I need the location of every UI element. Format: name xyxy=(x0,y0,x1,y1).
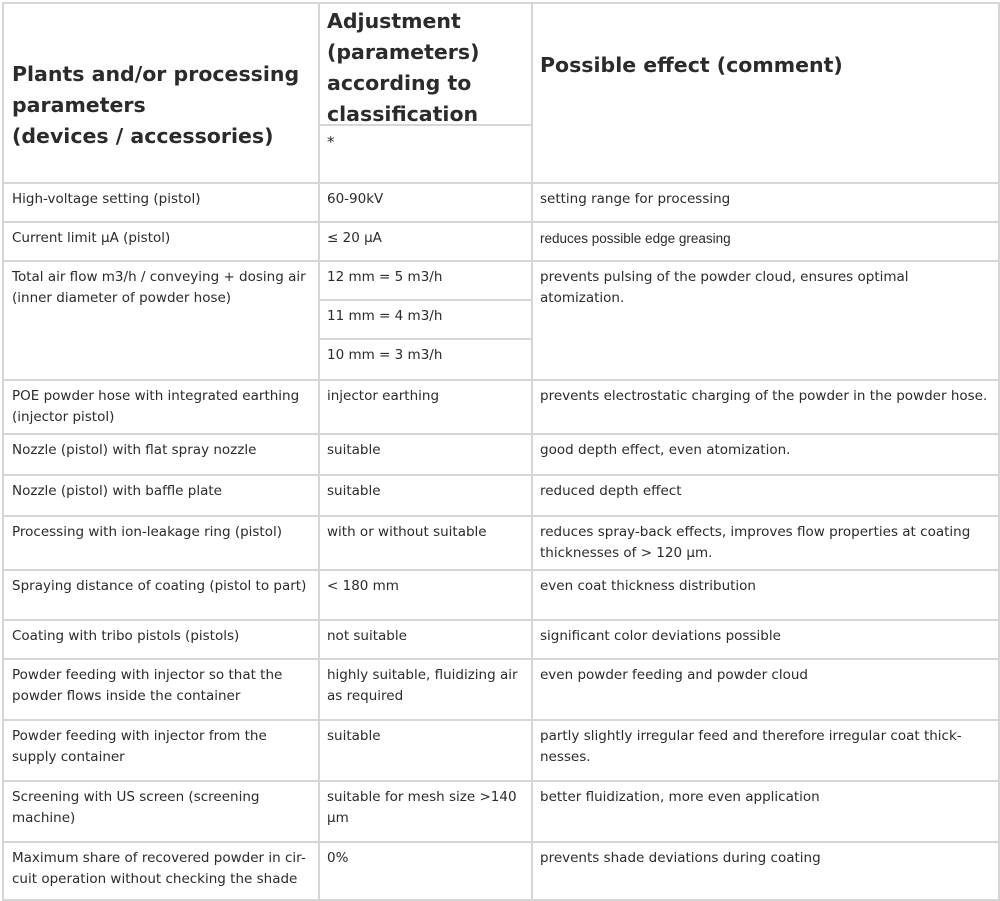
param-cell: High-voltage setting (pistol) xyxy=(3,183,319,222)
table-row xyxy=(3,380,999,434)
effect-cell: prevents shade deviations during coating xyxy=(532,842,999,900)
table-row xyxy=(3,720,999,781)
effect-cell: prevents electrostatic charging of the powder in the powder hose. xyxy=(532,380,999,434)
table-row xyxy=(3,434,999,475)
parameters-table xyxy=(2,2,1000,901)
table-row xyxy=(3,222,999,261)
adjustment-cell-split xyxy=(319,261,532,380)
adjustment-subcell: 12 mm = 5 m3/h xyxy=(320,262,531,301)
adjustment-cell: with or without suitable xyxy=(319,516,532,570)
param-cell: Maximum share of recovered powder in cir-cuit operation without checking the shade xyxy=(3,842,319,900)
effect-cell: reduces spray-back effects, improves flow properties at coating thicknesses of > 120 µm. xyxy=(532,516,999,570)
table-row xyxy=(3,620,999,659)
table-row xyxy=(3,261,999,380)
table-row xyxy=(3,516,999,570)
param-cell: Spraying distance of coating (pistol to part) xyxy=(3,570,319,620)
adjustment-cell: not suitable xyxy=(319,620,532,659)
param-cell: Total air flow m3/h / conveying + dosing air (inner diameter of powder hose) xyxy=(3,261,319,380)
adjustment-cell: 60-90kV xyxy=(319,183,532,222)
table-row xyxy=(3,183,999,222)
adjustment-cell: ≤ 20 µA xyxy=(319,222,532,261)
adjustment-cell: < 180 mm xyxy=(319,570,532,620)
header-col2-line: according to xyxy=(327,71,472,95)
effect-cell: reduced depth effect xyxy=(532,475,999,516)
adjustment-cell: suitable xyxy=(319,720,532,781)
header-row xyxy=(3,3,999,183)
effect-cell: significant color deviations possible xyxy=(532,620,999,659)
param-cell: Screening with US screen (screening machine) xyxy=(3,781,319,842)
header-col2-line: classification xyxy=(327,102,479,126)
header-col2-line: Adjustment xyxy=(327,9,461,33)
effect-cell: partly slightly irregular feed and therefore irregular coat thick-nesses. xyxy=(532,720,999,781)
header-col1-line: Plants and/or processing xyxy=(12,62,300,86)
table-row xyxy=(3,475,999,516)
effect-cell: even powder feeding and powder cloud xyxy=(532,659,999,720)
param-cell: POE powder hose with integrated earthing (injector pistol) xyxy=(3,380,319,434)
adjustment-cell: suitable for mesh size >140 µm xyxy=(319,781,532,842)
param-cell: Processing with ion-leakage ring (pistol) xyxy=(3,516,319,570)
adjustment-subcell: 10 mm = 3 m3/h xyxy=(327,347,443,363)
adjustment-subcell: 11 mm = 4 m3/h xyxy=(320,301,531,340)
header-col1-line: (devices / accessories) xyxy=(12,124,274,148)
header-col3: Possible effect (comment) xyxy=(532,3,999,183)
header-col2-footnote-mark: * xyxy=(327,133,335,151)
effect-cell: setting range for processing xyxy=(532,183,999,222)
param-cell: Current limit µA (pistol) xyxy=(3,222,319,261)
adjustment-cell: suitable xyxy=(319,475,532,516)
adjustment-cell: highly suitable, fluidizing air as required xyxy=(319,659,532,720)
header-col1-line: parameters xyxy=(12,93,146,117)
header-col2-line: (parameters) xyxy=(327,40,480,64)
param-cell: Nozzle (pistol) with baffle plate xyxy=(3,475,319,516)
header-col2 xyxy=(319,3,532,183)
effect-cell: good depth effect, even atomization. xyxy=(532,434,999,475)
table-row xyxy=(3,842,999,900)
header-col1 xyxy=(3,3,319,183)
effect-cell: even coat thickness distribution xyxy=(532,570,999,620)
adjustment-cell: injector earthing xyxy=(319,380,532,434)
table-row xyxy=(3,659,999,720)
param-cell: Powder feeding with injector from the supply container xyxy=(3,720,319,781)
adjustment-cell: 0% xyxy=(319,842,532,900)
adjustment-cell: suitable xyxy=(319,434,532,475)
effect-cell: better fluidization, more even application xyxy=(532,781,999,842)
table-row xyxy=(3,570,999,620)
param-cell: Nozzle (pistol) with flat spray nozzle xyxy=(3,434,319,475)
table-row xyxy=(3,781,999,842)
effect-cell: reduces possible edge greasing xyxy=(532,222,999,261)
effect-cell: prevents pulsing of the powder cloud, ensures optimal atomization. xyxy=(532,261,999,380)
param-cell: Powder feeding with injector so that the powder flows inside the container xyxy=(3,659,319,720)
param-cell: Coating with tribo pistols (pistols) xyxy=(3,620,319,659)
